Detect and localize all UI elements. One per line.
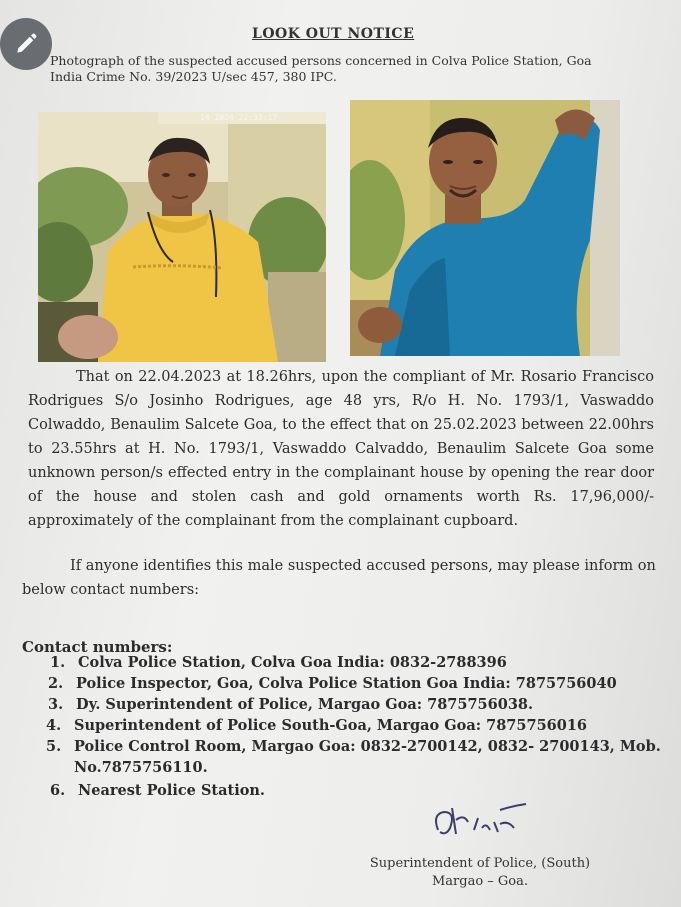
handwritten-signature [430, 800, 540, 850]
contact-item: 5. Police Control Room, Margao Goa: 0832-2700142, 0832- 2700143, Mob. No.7875756110. [46, 738, 661, 776]
intro-line-2: India Crime No. 39/2023 U/sec 457, 380 IPC. [50, 69, 337, 84]
signature-block [360, 855, 600, 891]
notice-title: LOOK OUT NOTICE [252, 26, 415, 42]
incident-description: That on 22.04.2023 at 18.26hrs, upon the compliant of Mr. Rosario Francisco Rodrigues S/o Josinho Rodrigues, age 48 yrs, R/o H. No. 1793/1, Vaswaddo Colwaddo, Benaulim Salcete Goa, to the effect that on 25.02.2023 between 22.00hrs to 23.55hrs at H. No. 1793/1, Vaswaddo Calvaddo, Benaulim Salcete Goa some unknown person/s effected entry in the complainant house by opening the rear door of the house and stolen cash and gold ornaments worth Rs. 17,96,000/- approximately of the complainant from the complainant cupboard. [28, 369, 654, 529]
contact-item: 4. Superintendent of Police South-Goa, Margao Goa: 7875756016 [46, 717, 588, 734]
edit-button[interactable] [0, 18, 52, 70]
appeal-text: If anyone identifies this male suspected accused persons, may please inform on below contact numbers: [22, 558, 656, 598]
intro-text [50, 53, 620, 85]
suspect-photo-1 [38, 112, 326, 362]
contacts-list [22, 652, 662, 801]
contacts-heading: Contact numbers: [22, 638, 173, 656]
contact-item: 2. Police Inspector, Goa, Colva Police Station Goa India: 7875756040 [48, 675, 617, 692]
photo-timestamp: 14 2024 22:33:17 [200, 113, 278, 122]
intro-line-1: Photograph of the suspected accused persons concerned in Colva Police Station, Goa [50, 53, 592, 68]
contact-item: 1. Colva Police Station, Colva Goa India: 0832-2788396 [50, 654, 507, 671]
signatory-title: Superintendent of Police, (South) [369, 856, 591, 871]
contact-item: 6. Nearest Police Station. [50, 782, 265, 799]
contact-item: 3. Dy. Superintendent of Police, Margao Goa: 7875756038. [48, 696, 534, 713]
signatory-location: Margao – Goa. [431, 874, 529, 889]
pencil-icon [13, 31, 39, 57]
suspect-photo-2 [350, 100, 620, 356]
